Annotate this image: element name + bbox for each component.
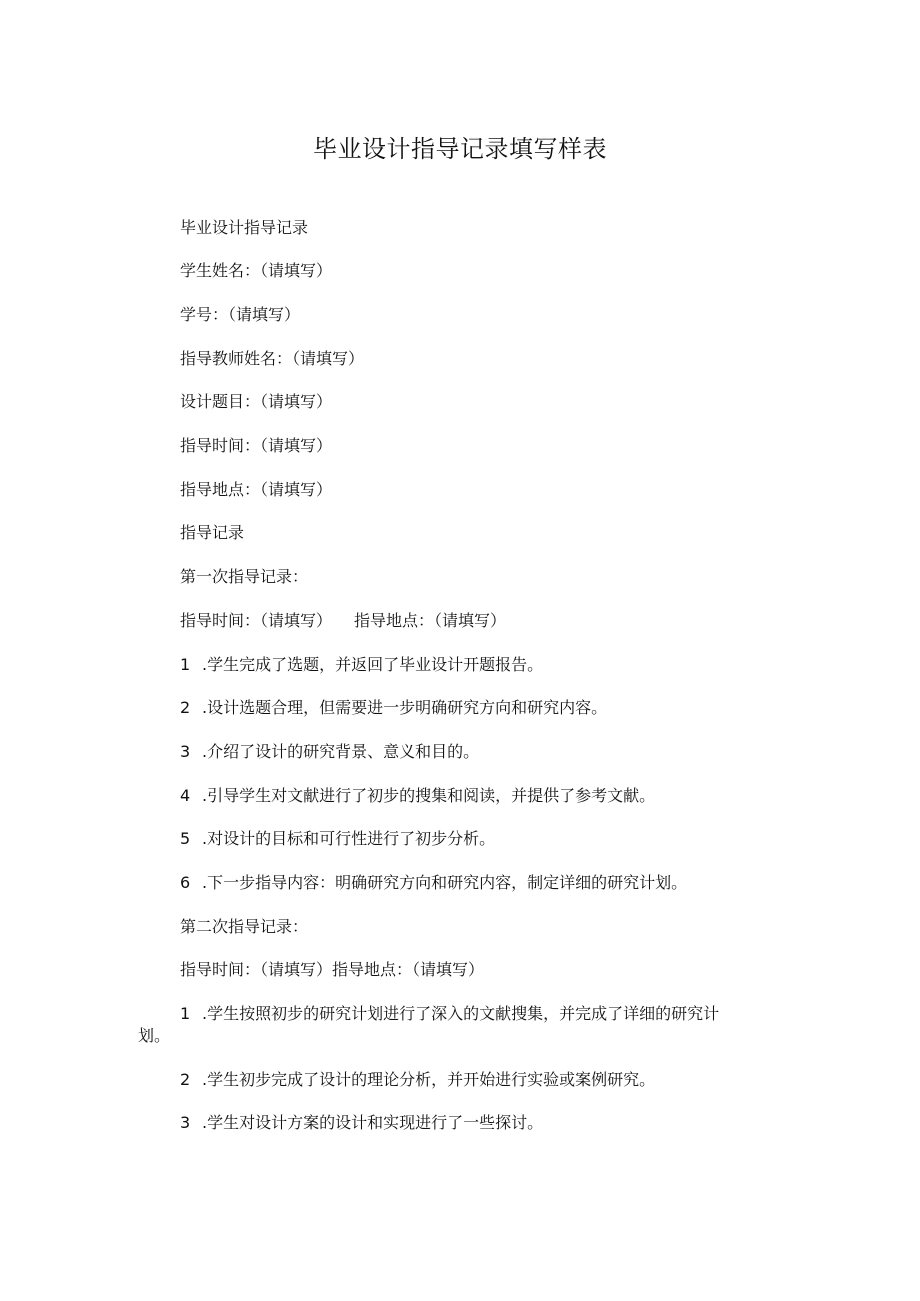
- first-session-heading: 第一次指导记录：: [180, 567, 309, 586]
- item-number: 5: [180, 829, 191, 848]
- item-text: .设计选题合理，但需要进一步明确研究方向和研究内容。: [202, 698, 608, 717]
- guidance-place-line: 指导地点：（请填写）: [180, 480, 333, 499]
- item-number: 1: [180, 655, 191, 674]
- item-text-continuation: 划。: [138, 1026, 171, 1045]
- item-number: 6: [180, 873, 191, 892]
- student-id-line: 学号：（请填写）: [180, 305, 301, 324]
- first-session-time: 指导时间：（请填写）: [180, 611, 333, 630]
- item-text: .引导学生对文献进行了初步的搜集和阅读，并提供了参考文献。: [202, 786, 656, 805]
- item-text: .对设计的目标和可行性进行了初步分析。: [202, 829, 496, 848]
- item-number: 2: [180, 1070, 191, 1089]
- list-item: [180, 785, 800, 807]
- list-item: [180, 741, 800, 763]
- item-text: .下一步指导内容：明确研究方向和研究内容，制定详细的研究计划。: [202, 873, 688, 892]
- student-name-line: 学生姓名：（请填写）: [180, 261, 333, 280]
- item-number: 3: [180, 742, 191, 761]
- document-title: 毕业设计指导记录填写样表: [313, 135, 607, 163]
- list-item: [180, 872, 800, 894]
- record-heading: 指导记录: [180, 523, 245, 542]
- second-session-heading: 第二次指导记录：: [180, 917, 309, 936]
- item-number: 2: [180, 698, 191, 717]
- list-item: [180, 654, 800, 676]
- list-item: [180, 828, 800, 850]
- item-text: .学生初步完成了设计的理论分析，并开始进行实验或案例研究。: [202, 1070, 656, 1089]
- first-session-time-place: [180, 610, 800, 632]
- list-item: [138, 1003, 778, 1047]
- item-number: 4: [180, 786, 191, 805]
- item-number: 1: [180, 1004, 191, 1023]
- item-number: 3: [180, 1113, 191, 1132]
- design-topic-line: 设计题目：（请填写）: [180, 392, 333, 411]
- list-item: [180, 697, 800, 719]
- advisor-name-line: 指导教师姓名：（请填写）: [180, 349, 365, 368]
- item-text: .学生完成了选题，并返回了毕业设计开题报告。: [202, 655, 544, 674]
- item-text: .学生按照初步的研究计划进行了深入的文献搜集，并完成了详细的研究计: [202, 1004, 720, 1023]
- list-item: [180, 1069, 800, 1091]
- item-text: .学生对设计方案的设计和实现进行了一些探讨。: [202, 1113, 544, 1132]
- first-session-place: 指导地点：（请填写）: [354, 611, 507, 630]
- list-item: [180, 1112, 800, 1134]
- guidance-time-line: 指导时间：（请填写）: [180, 436, 333, 455]
- item-text: .介绍了设计的研究背景、意义和目的。: [202, 742, 480, 761]
- second-session-time-place: 指导时间：（请填写）指导地点：（请填写）: [180, 960, 485, 979]
- section-heading: 毕业设计指导记录: [180, 218, 309, 237]
